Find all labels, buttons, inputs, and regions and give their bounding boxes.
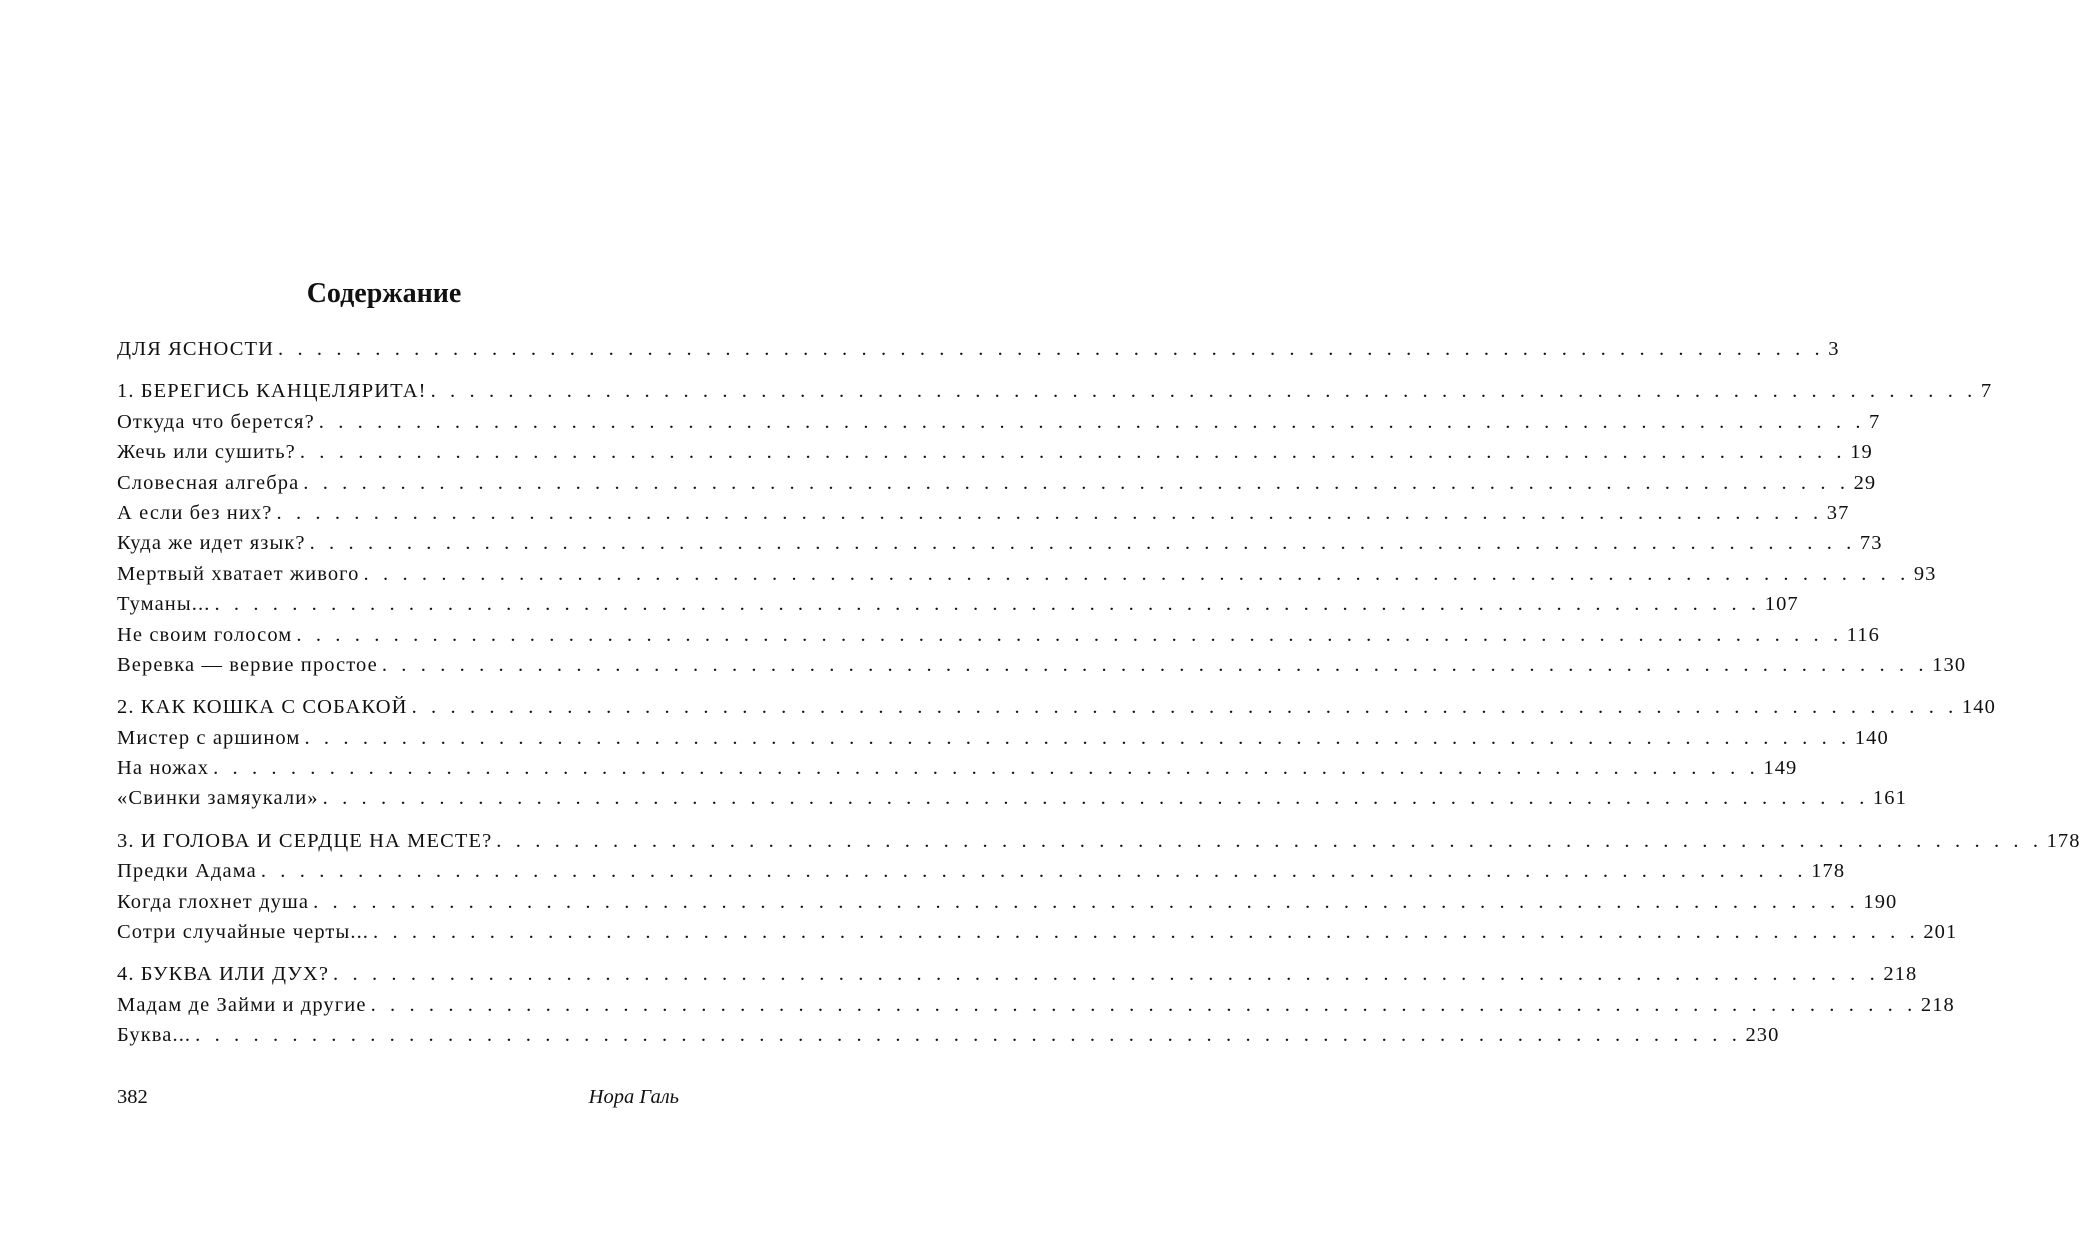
toc-entry-page: 190 (1863, 890, 1898, 913)
footer-author: Нора Галь (588, 1086, 679, 1108)
toc-entry-title: «Свинки замяукали» (117, 787, 319, 810)
toc-entry (117, 471, 1877, 502)
toc-entry (117, 787, 1907, 817)
toc-section (117, 338, 1840, 368)
toc-leader-dots: . . . . . . . . . . . . . . . . . . . . . . . . . . . . . . . . . . . . . . . . . . . . . . . . . . . . . . . . . . . . . . . . . . . . . . . . . . . . . . . . (299, 441, 1847, 464)
toc-entry-page: 218 (1920, 993, 1955, 1016)
toc-entry (117, 380, 1993, 410)
toc-entry-title: Откуда что берется? (117, 410, 315, 433)
toc-leader-dots: . . . . . . . . . . . . . . . . . . . . . . . . . . . . . . . . . . . . . . . . . . . . . . . . . . . . . . . . . . . . . . . . . . . . . . . . . . . . . . . . (304, 726, 1851, 749)
toc-entry-page: 218 (1883, 963, 1918, 986)
toc-entry-title: 3. И ГОЛОВА И СЕРДЦЕ НА МЕСТЕ? (117, 829, 493, 852)
toc-entry (117, 441, 1873, 471)
toc-leader-dots: . . . . . . . . . . . . . . . . . . . . . . . . . . . . . . . . . . . . . . . . . . . . . . . . . . . . . . . . . . . . . . . . . . . . . . . . . . . . . . . . (309, 532, 1856, 555)
toc-section (117, 380, 1993, 684)
toc-leader-dots: . . . . . . . . . . . . . . . . . . . . . . . . . . . . . . . . . . . . . . . . . . . . . . . . . . . . . . . . . . . . . . . . . . . . . . . . . . . . . . . . (370, 993, 1917, 1016)
toc-section (117, 696, 1996, 818)
toc-leader-dots: . . . . . . . . . . . . . . . . . . . . . . . . . . . . . . . . . . . . . . . . . . . . . . . . . . . . . . . . . . . . . . . . . . . . . . . . . . . . . . . . (363, 562, 1910, 585)
toc-section (117, 829, 2081, 952)
toc-entry-page: 7 (1980, 380, 1993, 403)
toc-entry (117, 562, 1937, 593)
toc-entry-title: Жечь или сушить? (117, 441, 296, 464)
toc-entry-title: Словесная алгебра (117, 471, 300, 494)
toc-entry-page: 161 (1872, 787, 1907, 810)
toc-entry-title: 4. БУКВА ИЛИ ДУХ? (117, 963, 330, 986)
toc-entry (117, 623, 1880, 654)
toc-leader-dots: . . . . . . . . . . . . . . . . . . . . . . . . . . . . . . . . . . . . . . . . . . . . . . . . . . . . . . . . . . . . . . . . . . . . . . . . . . . . . . . . (381, 653, 1929, 676)
toc-entry (117, 338, 1840, 368)
toc-entry (117, 921, 1958, 951)
toc-leader-dots: . . . . . . . . . . . . . . . . . . . . . . . . . . . . . . . . . . . . . . . . . . . . . . . . . . . . . . . . . . . . . . . . . . . . . . . . . . . . . . . . (333, 963, 1880, 986)
toc-entry-page: 73 (1859, 532, 1883, 555)
toc-entry (117, 410, 1881, 441)
toc-leader-dots: . . . . . . . . . . . . . . . . . . . . . . . . . . . . . . . . . . . . . . . . . . . . . . . . . . . . . . . . . . . . . . . . . . . . . . . . . . . . . . . . (430, 380, 1977, 403)
toc-leader-dots: . . . . . . . . . . . . . . . . . . . . . . . . . . . . . . . . . . . . . . . . . . . . . . . . . . . . . . . . . . . . . . . . . . . . . . . . . . . . . . . . (296, 623, 1843, 646)
toc-entry-page: 230 (1745, 1024, 1780, 1047)
toc-entry-page: 178 (1811, 860, 1846, 883)
footer-page-number: 382 (117, 1086, 148, 1108)
toc-entry-title: 2. КАК КОШКА С СОБАКОЙ (117, 696, 408, 719)
toc-entry-title: Туманы... (117, 593, 211, 616)
toc-entry-title: Веревка — вервие простое (117, 653, 378, 676)
toc-leader-dots: . . . . . . . . . . . . . . . . . . . . . . . . . . . . . . . . . . . . . . . . . . . . . . . . . . . . . . . . . . . . . . . . . . . . . . . . . . . . . . . . (322, 787, 1869, 810)
toc-entry (117, 501, 1850, 532)
toc-leader-dots: . . . . . . . . . . . . . . . . . . . . . . . . . . . . . . . . . . . . . . . . . . . . . . . . . . . . . . . . . . . . . . . . . . . . . . . . . . . . . . . . (213, 757, 1760, 780)
toc-entry-page: 149 (1763, 757, 1798, 780)
toc-leader-dots: . . . . . . . . . . . . . . . . . . . . . . . . . . . . . . . . . . . . . . . . . . . . . . . . . . . . . . . . . . . . . . . . . . . . . . . . . . . . . . . . (260, 860, 1808, 883)
toc-entry (117, 1024, 1780, 1054)
toc-entry-page: 140 (1854, 726, 1889, 749)
toc-entry-page: 29 (1853, 471, 1877, 494)
toc-entry-title: Когда глохнет душа (117, 890, 310, 913)
toc-leader-dots: . . . . . . . . . . . . . . . . . . . . . . . . . . . . . . . . . . . . . . . . . . . . . . . . . . . . . . . . . . . . . . . . . . . . . . . . . . . . . . . . (411, 696, 1958, 719)
toc-entry-page: 19 (1850, 441, 1873, 464)
toc-leader-dots: . . . . . . . . . . . . . . . . . . . . . . . . . . . . . . . . . . . . . . . . . . . . . . . . . . . . . . . . . . . . . . . . . . . . . . . . . . . . . . . . (496, 829, 2043, 852)
toc-entry (117, 757, 1798, 787)
toc-entry (117, 532, 1883, 562)
toc-entry-title: Сотри случайные черты... (117, 921, 370, 944)
toc-entry-page: 130 (1932, 653, 1967, 676)
toc-entry (117, 653, 1967, 684)
toc-entry-page: 3 (1828, 338, 1840, 360)
table-of-contents (117, 338, 2081, 1067)
toc-entry (117, 696, 1996, 726)
page-title: Содержание (306, 278, 462, 309)
toc-section (117, 963, 1955, 1054)
toc-leader-dots: . . . . . . . . . . . . . . . . . . . . . . . . . . . . . . . . . . . . . . . . . . . . . . . . . . . . . . . . . . . . . . . . . . . . . . . . . . . . . . . . (313, 890, 1860, 913)
toc-entry-title: Куда же идет язык? (117, 532, 306, 555)
toc-entry-title: 1. БЕРЕГИСЬ КАНЦЕЛЯРИТА! (117, 380, 427, 403)
toc-entry (117, 890, 1898, 921)
toc-entry-title: А если без них? (117, 501, 273, 524)
toc-entry-title: Мадам де Займи и другие (117, 993, 367, 1016)
toc-leader-dots: . . . . . . . . . . . . . . . . . . . . . . . . . . . . . . . . . . . . . . . . . . . . . . . . . . . . . . . . . . . . . . . . . . . . . . . . . . . . . . . . (214, 593, 1761, 616)
toc-entry-page: 116 (1846, 623, 1880, 646)
toc-leader-dots: . . . . . . . . . . . . . . . . . . . . . . . . . . . . . . . . . . . . . . . . . . . . . . . . . . . . . . . . . . . . . . . . . . . . . . . . . . . . . . . . (318, 410, 1866, 433)
toc-leader-dots: . . . . . . . . . . . . . . . . . . . . . . . . . . . . . . . . . . . . . . . . . . . . . . . . . . . . . . . . . . . . . . . . . . . . . . . . . . . . . . . . (195, 1024, 1742, 1047)
toc-entry-title: Мертвый хватает живого (117, 562, 360, 585)
toc-entry-title: Буква... (117, 1024, 192, 1047)
toc-entry (117, 993, 1955, 1024)
toc-entry-page: 178 (2046, 829, 2081, 852)
toc-entry-page: 93 (1913, 562, 1937, 585)
toc-leader-dots: . . . . . . . . . . . . . . . . . . . . . . . . . . . . . . . . . . . . . . . . . . . . . . . . . . . . . . . . . . . . . . . . . . . . . . . . . . . . . . . . (278, 338, 1825, 360)
toc-entry-page: 7 (1869, 410, 1881, 433)
toc-entry (117, 829, 2081, 860)
toc-entry (117, 860, 1846, 890)
toc-entry-page: 201 (1923, 921, 1958, 944)
toc-entry-title: Мистер с аршином (117, 726, 301, 749)
page-footer (117, 1086, 679, 1109)
toc-entry-title: Не своим голосом (117, 623, 293, 646)
toc-entry-page: 140 (1961, 696, 1996, 719)
toc-entry-title: На ножах (117, 757, 210, 780)
toc-entry (117, 593, 1799, 623)
toc-entry (117, 963, 1918, 993)
toc-entry (117, 726, 1889, 757)
toc-entry-page: 37 (1826, 501, 1850, 524)
toc-entry-title: ДЛЯ ЯСНОСТИ (117, 338, 274, 360)
toc-leader-dots: . . . . . . . . . . . . . . . . . . . . . . . . . . . . . . . . . . . . . . . . . . . . . . . . . . . . . . . . . . . . . . . . . . . . . . . . . . . . . . . . (373, 921, 1920, 944)
toc-leader-dots: . . . . . . . . . . . . . . . . . . . . . . . . . . . . . . . . . . . . . . . . . . . . . . . . . . . . . . . . . . . . . . . . . . . . . . . . . . . . . . . . (303, 471, 1850, 494)
toc-entry-page: 107 (1764, 593, 1799, 616)
toc-leader-dots: . . . . . . . . . . . . . . . . . . . . . . . . . . . . . . . . . . . . . . . . . . . . . . . . . . . . . . . . . . . . . . . . . . . . . . . . . . . . . . . . (276, 501, 1823, 524)
toc-entry-title: Предки Адама (117, 860, 257, 883)
